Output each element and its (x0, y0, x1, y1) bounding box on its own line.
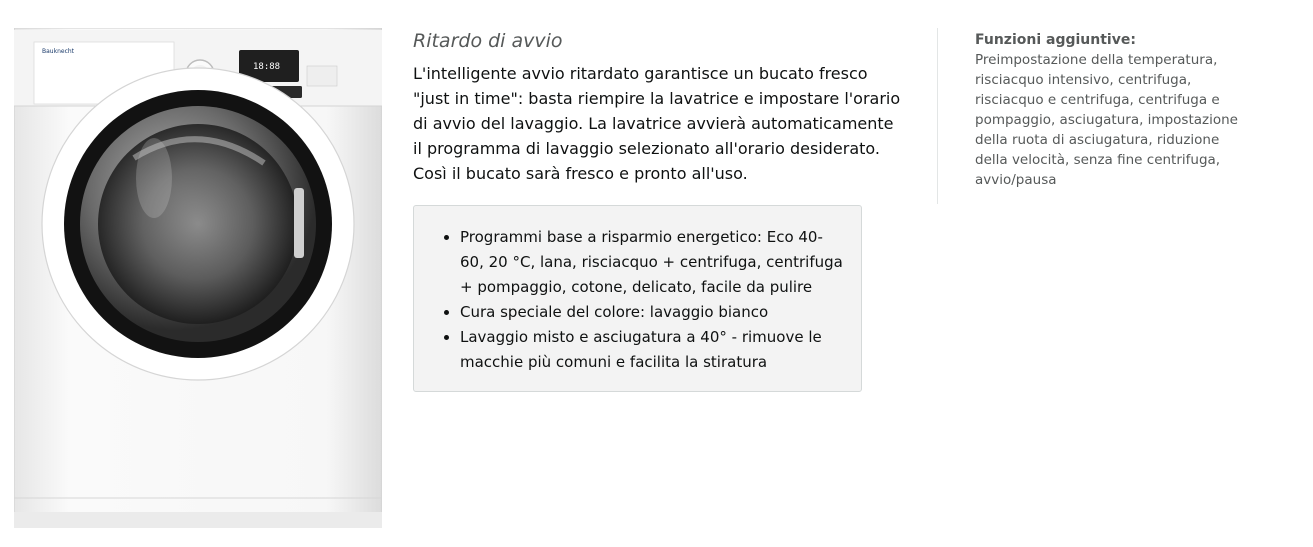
additional-functions-title: Funzioni aggiuntive: (975, 32, 1136, 48)
additional-functions (975, 30, 1255, 190)
column-divider (937, 28, 938, 204)
product-image[interactable] (14, 28, 382, 528)
bullet-item: Lavaggio misto e asciugatura a 40° - rimuove le macchie più comuni e facilita la stiratura (442, 325, 845, 375)
feature-title: Ritardo di avvio (413, 30, 563, 52)
bullet-item: Cura speciale del colore: lavaggio bianco (442, 300, 845, 325)
washing-machine-illustration (14, 28, 382, 528)
display-readout: 18:88 (253, 62, 281, 72)
additional-functions-text: Preimpostazione della temperatura, risciacquo intensivo, centrifuga, risciacquo e centrifuga, centrifuga e pompaggio, asciugatura, impostazione della ruota di asciugatura, riduzione della velocità, senza fine centrifuga, avvio/pausa (975, 52, 1238, 188)
bullet-box (413, 205, 862, 392)
feature-section (413, 28, 913, 186)
brand-logo: Bauknecht (42, 48, 75, 55)
bullet-list (442, 225, 845, 375)
bullet-item: Programmi base a risparmio energetico: Eco 40-60, 20 °C, lana, risciacquo + centrifuga, centrifuga + pompaggio, cotone, delicato, facile da pulire (442, 225, 845, 300)
feature-description: L'intelligente avvio ritardato garantisce un bucato fresco "just in time": basta riempire la lavatrice e impostare l'orario di avvio del lavaggio. La lavatrice avvierà automaticamente il programma di lavaggio selezionato all'orario desiderato. Così il bucato sarà fresco e pronto all'uso. (413, 64, 901, 183)
